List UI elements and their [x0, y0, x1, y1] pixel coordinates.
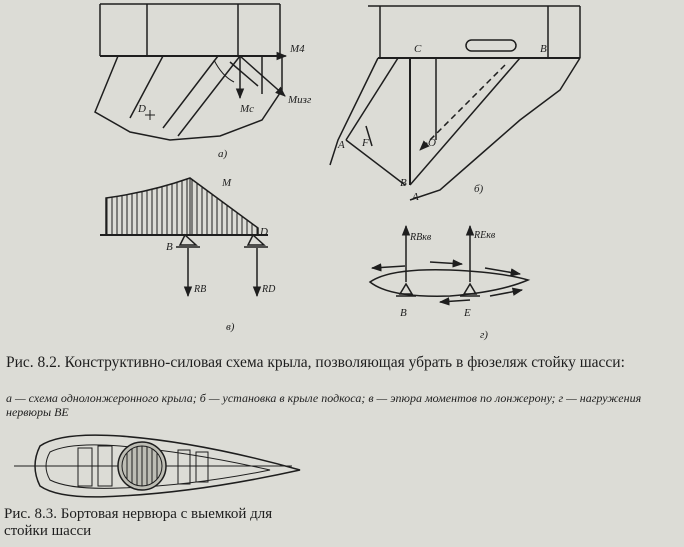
label-b-rib: B: [400, 307, 407, 319]
label-rb: RB: [194, 284, 207, 295]
label-rekv: REкв: [474, 230, 496, 241]
figure-8-3-caption: Рис. 8.3. Бортовая нервюра с выемкой для стойки шасси: [4, 506, 273, 539]
label-m4: M4: [290, 43, 305, 55]
label-b-mid: B: [400, 177, 407, 189]
figure-b-strut-scheme: [330, 6, 580, 200]
label-d: D: [138, 103, 146, 115]
figure-8-2-caption: Рис. 8.2. Конструктивно-силовая схема крыла, позволяющая убрать в фюзеляж стойку шасси:: [6, 354, 625, 371]
label-a-left: A: [338, 139, 345, 151]
label-a: а): [218, 148, 228, 160]
figure-v-moment-diagram: [100, 178, 268, 296]
label-o: O: [428, 137, 436, 149]
label-rd: RD: [262, 284, 276, 295]
label-e-rib: E: [464, 307, 471, 319]
label-rbkv: RBкв: [410, 232, 432, 243]
label-b-top: B: [540, 43, 547, 55]
label-f: F: [362, 137, 369, 149]
label-c: C: [414, 43, 422, 55]
label-mc: Mc: [240, 103, 255, 115]
label-v: в): [226, 321, 235, 333]
figure-8-3-rib: [14, 435, 300, 497]
figure-8-2-description: а — схема однолонжеронного крыла; б — установка в крыле подкоса; в — эпюра моментов по лонжерону; г — нагружения нервюры BE: [6, 391, 642, 419]
label-b-beam: B: [166, 241, 173, 253]
label-d-beam: D: [260, 226, 268, 238]
label-mizg: Mизг: [288, 94, 312, 106]
figure-g-rib-loading: [370, 226, 528, 302]
label-g: г): [480, 329, 488, 341]
figure-a-wing-scheme: [95, 4, 286, 140]
label-a-bot: A: [412, 191, 419, 203]
label-m: M: [222, 177, 232, 189]
label-b: б): [474, 183, 484, 195]
